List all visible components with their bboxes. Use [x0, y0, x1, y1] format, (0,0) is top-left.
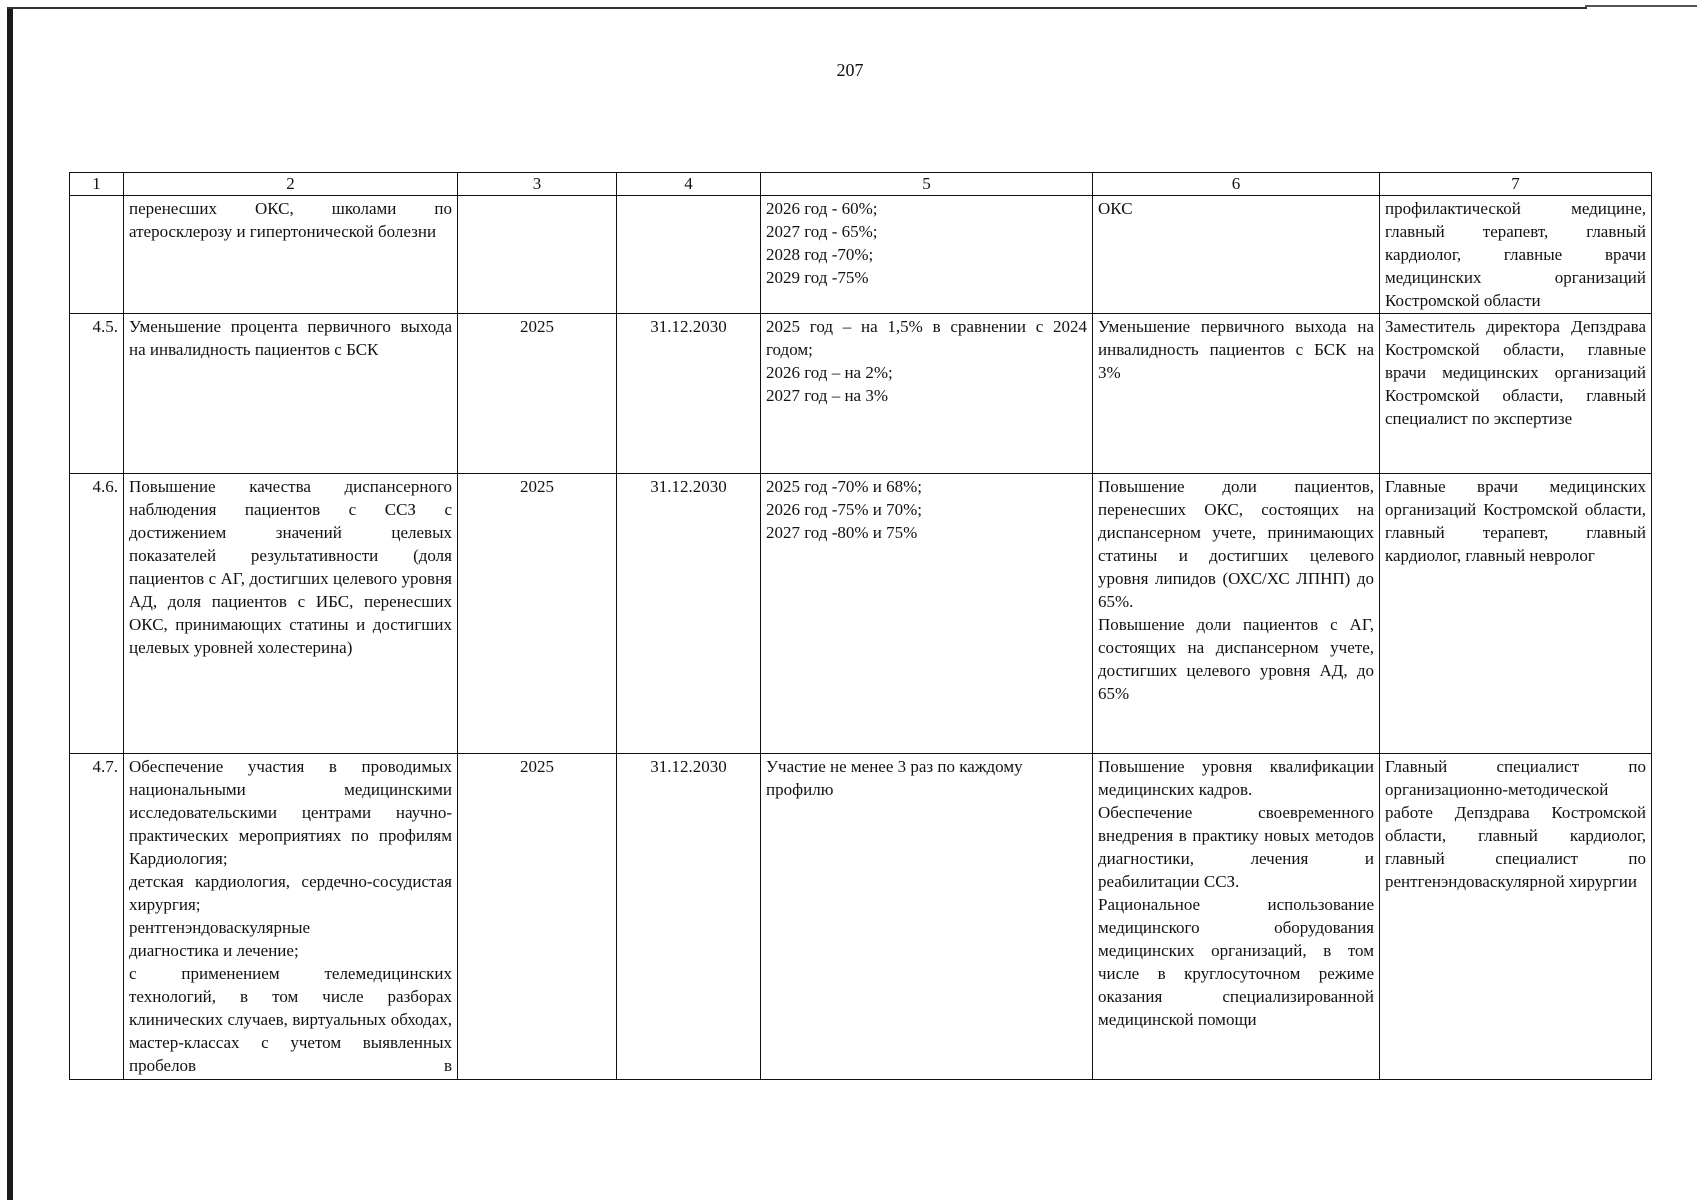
scan-border-top-right [1585, 5, 1697, 7]
result-line: Повышение доли пациентов, перенесших ОКС, состоящих на диспансерном учете, принимающих статины и достигших целевого уровня липидов (ОХС/ХС ЛПНП) до 65%. [1098, 477, 1374, 611]
result-cell [1093, 754, 1380, 1080]
action-plan-table [69, 172, 1652, 1080]
column-header: 5 [761, 173, 1093, 196]
task-line: рентгенэндоваскулярные [129, 918, 311, 937]
responsible-cell: Главный специалист по организационно-методической работе Депздрава Костромской области, главный кардиолог, главный специалист по рентгенэндоваскулярной хирургии [1380, 754, 1652, 1080]
start-year-cell [458, 196, 617, 314]
result-line: Обеспечение своевременного внедрения в практику новых методов диагностики, лечения и реабилитации ССЗ. [1098, 803, 1374, 891]
row-number-cell: 4.5. [70, 314, 124, 474]
indicators-cell [761, 754, 1093, 1080]
column-header: 6 [1093, 173, 1380, 196]
column-header: 3 [458, 173, 617, 196]
table-row [70, 196, 1652, 314]
end-date-cell: 31.12.2030 [617, 754, 761, 1080]
indicator-line: 2028 год -70%; [766, 245, 874, 264]
result-cell [1093, 474, 1380, 754]
task-line: Обеспечение участия в проводимых национальными медицинскими исследовательскими центрами научно-практических мероприятиях по профилям Кардиология; [129, 757, 452, 868]
task-cell [124, 754, 458, 1080]
end-date-cell: 31.12.2030 [617, 474, 761, 754]
table-row [70, 754, 1652, 1080]
indicator-line: 2025 год – на 1,5% в сравнении с 2024 годом; [766, 317, 1087, 359]
table-row [70, 314, 1652, 474]
scan-border-left [7, 8, 13, 1200]
responsible-cell: Главные врачи медицинских организаций Костромской области, главный терапевт, главный кардиолог, главный невролог [1380, 474, 1652, 754]
column-header: 2 [124, 173, 458, 196]
column-header: 4 [617, 173, 761, 196]
indicators-cell [761, 314, 1093, 474]
indicator-line: Участие не менее 3 раз по каждому профилю [766, 757, 1023, 799]
result-line: Уменьшение первичного выхода на инвалидность пациентов с БСК на 3% [1098, 317, 1374, 382]
end-date-cell: 31.12.2030 [617, 314, 761, 474]
indicator-line: 2026 год -75% и 70%; [766, 500, 923, 519]
task-line: диагностика и лечение; [129, 941, 299, 960]
end-date-cell [617, 196, 761, 314]
start-year-cell: 2025 [458, 314, 617, 474]
result-cell [1093, 314, 1380, 474]
responsible-cell: профилактической медицине, главный терапевт, главный кардиолог, главные врачи медицинских организаций Костромской области [1380, 196, 1652, 314]
row-number-cell: 4.6. [70, 474, 124, 754]
column-header: 1 [70, 173, 124, 196]
indicators-cell [761, 196, 1093, 314]
task-line: детская кардиология, сердечно-сосудистая хирургия; [129, 872, 452, 914]
responsible-cell: Заместитель директора Депздрава Костромской области, главные врачи медицинских организаций Костромской области, главный специалист по экспертизе [1380, 314, 1652, 474]
indicator-line: 2026 год – на 2%; [766, 363, 893, 382]
page-number: 207 [836, 60, 864, 80]
result-line: Повышение доли пациентов с АГ, состоящих на диспансерном учете, достигших целевого уровня АД, до 65% [1098, 615, 1374, 703]
indicator-line: 2026 год - 60%; [766, 199, 878, 218]
table-row [70, 474, 1652, 754]
result-line: Рациональное использование медицинского оборудования медицинских организаций, в том числе в круглосуточном режиме оказания специализированной медицинской помощи [1098, 895, 1374, 1029]
indicator-line: 2027 год -80% и 75% [766, 523, 918, 542]
table-header-row [70, 173, 1652, 196]
indicator-line: 2025 год -70% и 68%; [766, 477, 923, 496]
indicator-line: 2027 год – на 3% [766, 386, 889, 405]
task-cell: Повышение качества диспансерного наблюдения пациентов с ССЗ с достижением значений целевых показателей результативности (доля пациентов с АГ, достигших целевого уровня АД, доля пациентов с ИБС, перенесших ОКС, принимающих статины и достигших целевых уровней холестерина) [124, 474, 458, 754]
indicator-line: 2029 год -75% [766, 268, 869, 287]
scan-border-top [7, 7, 1587, 9]
row-number-cell [70, 196, 124, 314]
row-number-cell: 4.7. [70, 754, 124, 1080]
result-cell [1093, 196, 1380, 314]
indicators-cell [761, 474, 1093, 754]
column-header: 7 [1380, 173, 1652, 196]
task-cell: перенесших ОКС, школами по атеросклерозу и гипертонической болезни [124, 196, 458, 314]
result-line: ОКС [1098, 199, 1133, 218]
task-line: с применением телемедицинских технологий, в том числе разборах клинических случаев, виртуальных обходах, мастер-классах с учетом выявленных пробелов в [129, 964, 452, 1075]
start-year-cell: 2025 [458, 474, 617, 754]
task-cell: Уменьшение процента первичного выхода на инвалидность пациентов с БСК [124, 314, 458, 474]
start-year-cell: 2025 [458, 754, 617, 1080]
indicator-line: 2027 год - 65%; [766, 222, 878, 241]
result-line: Повышение уровня квалификации медицинских кадров. [1098, 757, 1374, 799]
